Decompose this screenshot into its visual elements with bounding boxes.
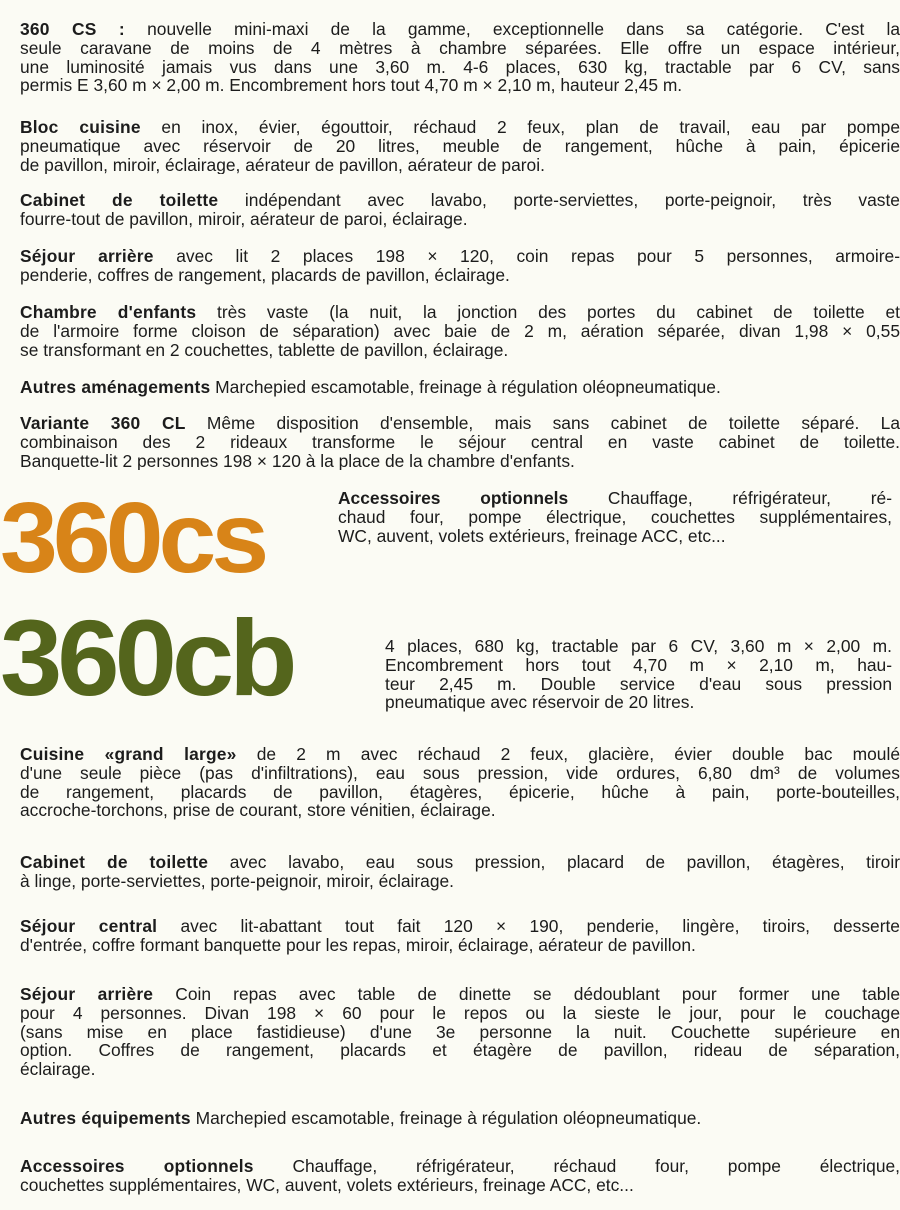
line-text: fourre-tout de pavillon, miroir, aérateur de paroi, éclairage.	[20, 208, 468, 229]
line-text: 4 places, 680 kg, tractable par 6 CV, 3,60 m × 2,00 m.	[385, 637, 892, 656]
text-line	[20, 452, 900, 471]
spec-paragraph	[20, 378, 900, 397]
logo-360cs: 360cs	[0, 482, 265, 595]
text-line	[20, 58, 900, 77]
line-text: couchettes supplémentaires, WC, auvent, volets extérieurs, freinage ACC, etc...	[20, 1174, 634, 1195]
text-line	[20, 1157, 900, 1176]
line-text: pour 4 personnes. Divan 198 × 60 pour le repos ou la sieste le jour, pour le couchage	[20, 1002, 900, 1023]
line-text: Chauffage, réfrigérateur, ré-	[568, 489, 892, 508]
text-line	[338, 489, 892, 508]
line-text: se transformant en 2 couchettes, tablette de pavillon, éclairage.	[20, 339, 509, 360]
line-text: Marchepied escamotable, freinage à régulation oléopneumatique.	[210, 378, 721, 397]
line-text: en inox, évier, égouttoir, réchaud 2 feux, plan de travail, eau par pompe	[140, 118, 900, 137]
spec-paragraph	[20, 1109, 900, 1128]
line-text: pneumatique avec réservoir de 20 litres, meuble de rangement, hûche à pain, épicerie	[20, 135, 900, 156]
text-line	[385, 656, 892, 675]
text-line	[385, 637, 892, 656]
cs-accessories-paragraph	[338, 489, 892, 545]
text-line	[20, 210, 900, 229]
text-line	[20, 137, 900, 156]
line-text: WC, auvent, volets extérieurs, freinage ACC, etc...	[338, 525, 726, 546]
spec-paragraph	[20, 1157, 900, 1195]
text-line	[20, 341, 900, 360]
line-text: de pavillon, miroir, éclairage, aérateur de pavillon, aérateur de paroi.	[20, 154, 545, 175]
line-text: de l'armoire forme cloison de séparation) avec baie de 2 m, aération séparée, divan 1,98 × 0,55	[20, 320, 900, 341]
line-text: éclairage.	[20, 1059, 96, 1079]
line-text: de 2 m avec réchaud 2 feux, glacière, évier double bac moulé	[236, 745, 900, 764]
line-text: permis E 3,60 m × 2,00 m. Encombrement hors tout 4,70 m × 2,10 m, hauteur 2,45 m.	[20, 75, 683, 96]
text-line	[20, 266, 900, 285]
line-text: Encombrement hors tout 4,70 m × 2,10 m, hau-	[385, 654, 892, 675]
text-line	[20, 247, 900, 266]
section-heading: Autres équipements	[20, 1109, 191, 1128]
text-line	[20, 985, 900, 1004]
line-text: à linge, porte-serviettes, porte-peignoir, miroir, éclairage.	[20, 870, 455, 891]
text-line	[20, 76, 900, 95]
text-line	[20, 118, 900, 137]
section-heading: Cabinet de toilette	[20, 853, 209, 872]
text-line	[20, 303, 900, 322]
line-text: combinaison des 2 rideaux transforme le séjour central en vaste cabinet de toilette.	[20, 431, 900, 452]
section-heading: Bloc cuisine	[20, 118, 141, 137]
line-text: d'entrée, coffre formant banquette pour les repas, miroir, éclairage, aérateur de pavillon.	[20, 934, 696, 955]
text-line	[20, 936, 900, 955]
section-heading: Séjour arrière	[20, 985, 154, 1004]
text-line	[20, 1023, 900, 1042]
text-line	[20, 853, 900, 872]
line-text: seule caravane de moins de 4 mètres à chambre séparées. Elle offre un espace intérieur,	[20, 37, 900, 58]
line-text: très vaste (la nuit, la jonction des portes du cabinet de toilette et	[196, 303, 900, 322]
section-heading: Cuisine «grand large»	[20, 745, 237, 764]
text-line	[20, 39, 900, 58]
section-heading: 360 CS :	[20, 20, 125, 39]
spec-paragraph	[20, 20, 900, 95]
section-heading: Séjour central	[20, 917, 158, 936]
line-text: une luminosité jamais vus dans une 3,60 m. 4-6 places, 630 kg, tractable par 6 CV, sans	[20, 56, 900, 77]
section-heading: Séjour arrière	[20, 247, 154, 266]
section-heading: Accessoires optionnels	[338, 489, 569, 508]
line-text: avec lavabo, eau sous pression, placard de pavillon, étagères, tiroir	[208, 853, 900, 872]
text-line	[338, 508, 892, 527]
text-line	[20, 1176, 900, 1195]
section-heading: Cabinet de toilette	[20, 191, 219, 210]
text-line	[20, 1109, 900, 1128]
line-text: penderie, coffres de rangement, placards de pavillon, éclairage.	[20, 264, 510, 285]
section-heading: Autres aménagements	[20, 378, 211, 397]
line-text: indépendant avec lavabo, porte-serviettes, porte-peignoir, très vaste	[218, 191, 900, 210]
text-line	[20, 378, 900, 397]
text-line	[338, 527, 892, 546]
spec-paragraph	[20, 118, 900, 174]
spec-paragraph	[20, 853, 900, 891]
line-text: Chauffage, réfrigérateur, réchaud four, pompe électrique,	[253, 1157, 900, 1176]
spec-paragraph	[20, 191, 900, 229]
line-text: Marchepied escamotable, freinage à régulation oléopneumatique.	[190, 1109, 702, 1128]
line-text: de rangement, placards de pavillon, étagères, épicerie, hûche à pain, porte-bouteilles,	[20, 781, 900, 802]
text-line	[20, 433, 900, 452]
spec-paragraph	[20, 247, 900, 285]
line-text: nouvelle mini-maxi de la gamme, exceptionnelle dans sa catégorie. C'est la	[124, 20, 900, 39]
text-line	[20, 872, 900, 891]
line-text: Même disposition d'ensemble, mais sans cabinet de toilette séparé. La	[185, 414, 900, 433]
text-line	[20, 917, 900, 936]
line-text: accroche-torchons, prise de courant, store vénitien, éclairage.	[20, 800, 496, 821]
text-line	[20, 191, 900, 210]
spec-paragraph	[20, 985, 900, 1079]
text-line	[20, 20, 900, 39]
line-text: teur 2,45 m. Double service d'eau sous pression	[385, 673, 892, 694]
line-text: Banquette-lit 2 personnes 198 × 120 à la place de la chambre d'enfants.	[20, 450, 575, 471]
section-heading: Variante 360 CL	[20, 414, 186, 433]
line-text: pneumatique avec réservoir de 20 litres.	[385, 692, 695, 713]
line-text: Coin repas avec table de dinette se dédoublant pour former une table	[153, 985, 900, 1004]
text-line	[20, 783, 900, 802]
text-line	[20, 1060, 900, 1079]
section-heading: Accessoires optionnels	[20, 1157, 254, 1176]
spec-paragraph	[20, 303, 900, 359]
text-line	[20, 801, 900, 820]
text-line	[385, 693, 892, 712]
text-line	[20, 764, 900, 783]
text-line	[20, 1041, 900, 1060]
line-text: (sans mise en place fastidieuse) d'une 3e personne la nuit. Couchette supérieure en	[20, 1021, 900, 1042]
spec-paragraph	[20, 917, 900, 955]
spec-paragraph	[20, 414, 900, 470]
section-heading: Chambre d'enfants	[20, 303, 197, 322]
line-text: avec lit-abattant tout fait 120 × 190, penderie, lingère, tiroirs, desserte	[157, 917, 900, 936]
line-text: d'une seule pièce (pas d'infiltrations), eau sous pression, vide ordures, 6,80 dm³ de volumes	[20, 762, 900, 783]
text-line	[20, 414, 900, 433]
text-line	[20, 322, 900, 341]
line-text: option. Coffres de rangement, placards et étagère de pavillon, rideau de séparation,	[20, 1040, 900, 1061]
text-line	[20, 156, 900, 175]
spec-paragraph	[20, 745, 900, 820]
text-line	[20, 1004, 900, 1023]
line-text: avec lit 2 places 198 × 120, coin repas pour 5 personnes, armoire-	[153, 247, 900, 266]
text-line	[385, 675, 892, 694]
text-line	[20, 745, 900, 764]
line-text: chaud four, pompe électrique, couchettes supplémentaires,	[338, 506, 892, 527]
logo-360cb: 360cb	[0, 597, 293, 718]
cb-specs-paragraph	[385, 637, 892, 712]
